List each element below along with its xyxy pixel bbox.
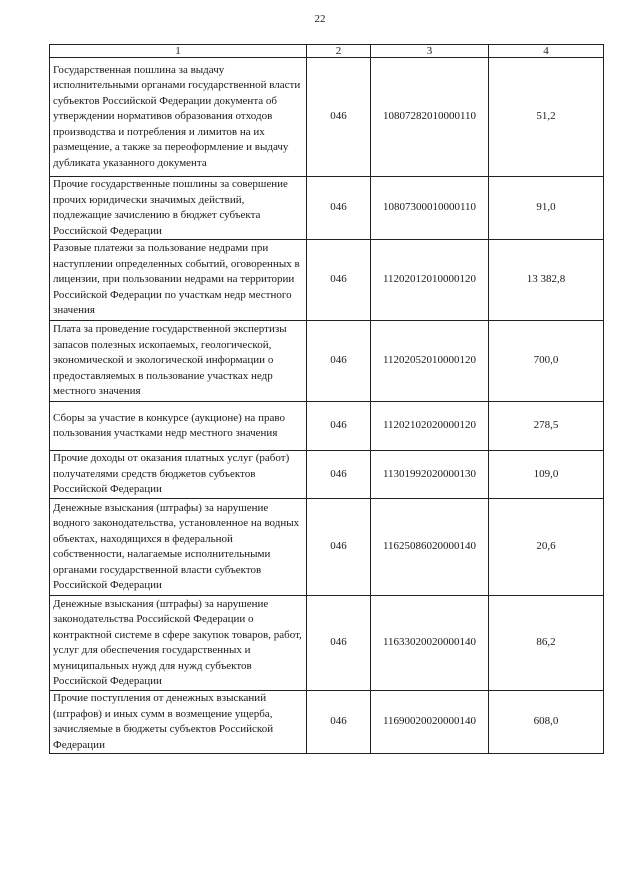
admin-code: 046: [307, 177, 371, 240]
revenue-name: Плата за проведение государственной экспертизы запасов полезных ископаемых, геологической, экономической и экологической информации о предоставляемых в пользование участках недр местного значения: [50, 321, 307, 402]
admin-code: 046: [307, 451, 371, 499]
amount: 278,5: [489, 402, 604, 451]
revenue-name: Государственная пошлина за выдачу исполнительными органами государственной власти субъектов Российской Федерации документа об утверждении нормативов образования отходов производства и потребления и лимитов на их размещение, а также за переоформление и выдачу дубликата указанного документа: [50, 58, 307, 177]
revenue-name: Прочие государственные пошлины за совершение прочих юридически значимых действий, подлежащие зачислению в бюджет субъекта Российской Федерации: [50, 177, 307, 240]
revenue-name: Разовые платежи за пользование недрами при наступлении определенных событий, оговоренных в лицензии, при пользовании недрами на территории Российской Федерации по участкам недр местного значения: [50, 240, 307, 321]
kbk-code: 11690020020000140: [371, 691, 489, 754]
table-row: [50, 240, 604, 321]
kbk-code: 11202012010000120: [371, 240, 489, 321]
revenue-name: Сборы за участие в конкурсе (аукционе) на право пользования участками недр местного значения: [50, 402, 307, 451]
admin-code: 046: [307, 240, 371, 321]
table-row: [50, 596, 604, 691]
admin-code: 046: [307, 402, 371, 451]
header-column-2: 2: [307, 45, 371, 58]
header-column-4: 4: [489, 45, 604, 58]
kbk-code: 11202052010000120: [371, 321, 489, 402]
admin-code: 046: [307, 596, 371, 691]
kbk-code: 11202102020000120: [371, 402, 489, 451]
amount: 51,2: [489, 58, 604, 177]
admin-code: 046: [307, 321, 371, 402]
table-row: [50, 499, 604, 596]
revenue-table: [49, 44, 604, 754]
table-header-row: [50, 45, 604, 58]
revenue-name: Денежные взыскания (штрафы) за нарушение водного законодательства, установленное на водных объектах, находящихся в федеральной собственности, налагаемые исполнительными органами государственной власти субъектов Российской Федерации: [50, 499, 307, 596]
admin-code: 046: [307, 499, 371, 596]
revenue-name: Денежные взыскания (штрафы) за нарушение законодательства Российской Федерации о контрактной системе в сфере закупок товаров, работ, услуг для обеспечения государственных и муниципальных нужд для нужд субъектов Российской Федерации: [50, 596, 307, 691]
amount: 13 382,8: [489, 240, 604, 321]
amount: 109,0: [489, 451, 604, 499]
table-row: [50, 691, 604, 754]
revenue-name: Прочие поступления от денежных взысканий (штрафов) и иных сумм в возмещение ущерба, зачисляемые в бюджеты субъектов Российской Федерации: [50, 691, 307, 754]
amount: 86,2: [489, 596, 604, 691]
revenue-name: Прочие доходы от оказания платных услуг (работ) получателями средств бюджетов субъектов Российской Федерации: [50, 451, 307, 499]
kbk-code: 11633020020000140: [371, 596, 489, 691]
table-row: [50, 321, 604, 402]
amount: 700,0: [489, 321, 604, 402]
kbk-code: 11625086020000140: [371, 499, 489, 596]
admin-code: 046: [307, 58, 371, 177]
header-column-1: 1: [50, 45, 307, 58]
header-column-3: 3: [371, 45, 489, 58]
admin-code: 046: [307, 691, 371, 754]
table-row: [50, 402, 604, 451]
amount: 608,0: [489, 691, 604, 754]
kbk-code: 10807300010000110: [371, 177, 489, 240]
kbk-code: 11301992020000130: [371, 451, 489, 499]
amount: 91,0: [489, 177, 604, 240]
kbk-code: 10807282010000110: [371, 58, 489, 177]
table-row: [50, 58, 604, 177]
table-row: [50, 451, 604, 499]
amount: 20,6: [489, 499, 604, 596]
table-row: [50, 177, 604, 240]
page-number: 22: [314, 13, 326, 25]
